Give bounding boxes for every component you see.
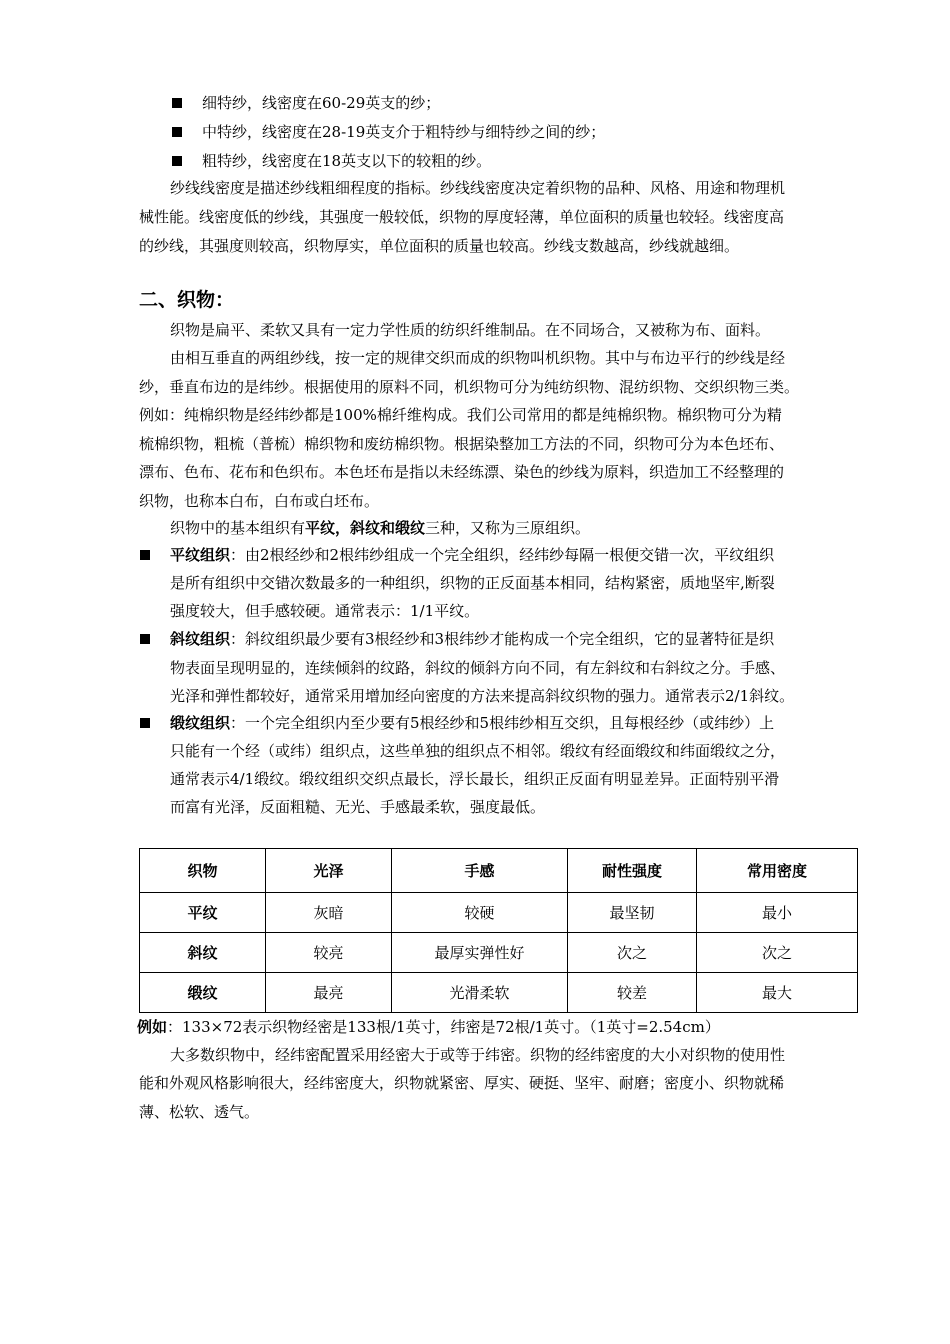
weave-text: ：一个完全组织内至少要有5根经纱和5根纬纱相互交织，且每根经纱（或纬纱）上 <box>230 714 775 732</box>
paragraph-line: 织物，也称本白布，白布或白坯布。 <box>139 492 380 510</box>
paragraph-line: 大多数织物中，经纬密配置采用经密大于或等于纬密。织物的经纬密度的大小对织物的使用性 <box>170 1046 786 1064</box>
table-header-cell: 耐性强度 <box>568 849 697 893</box>
weave-term: 缎纹组织 <box>170 714 231 732</box>
weave-term: 平纹组织 <box>170 546 231 564</box>
paragraph-line: 纱线线密度是描述纱线粗细程度的指标。纱线线密度决定着织物的品种、风格、用途和物理机 <box>170 179 786 197</box>
paragraph-line: 漂布、色布、花布和色织布。本色坯布是指以未经练漂、染色的纱线为原料，织造加工不经整理的 <box>139 463 785 481</box>
paragraph-line: 织物是扁平、柔软又具有一定力学性质的纺织纤维制品。在不同场合，又被称为布、面料。 <box>170 321 771 339</box>
bullet-square-icon <box>172 127 182 137</box>
section-heading: 二、织物： <box>139 289 235 311</box>
paragraph-line: 例如：纯棉织物是经纬纱都是100%棉纤维构成。我们公司常用的都是纯棉织物。棉织物可分为精 <box>139 406 782 424</box>
table-cell: 最亮 <box>266 973 392 1013</box>
table-header-cell: 常用密度 <box>697 849 858 893</box>
paragraph-line: 由相互垂直的两组纱线，按一定的规律交织而成的织物叫机织物。其中与布边平行的纱线是经 <box>170 349 786 367</box>
paragraph-line: 纱，垂直布边的是纬纱。根据使用的原料不同，机织物可分为纯纺织物、混纺织物、交织织物三类。 <box>139 378 800 396</box>
table-header-row <box>140 849 858 893</box>
bullet-square-icon <box>140 634 150 644</box>
paragraph-line: 能和外观风格影响很大，经纬密度大，织物就紧密、厚实、硬挺、坚牢、耐磨；密度小、织物就稀 <box>139 1074 785 1092</box>
paragraph-text: 织物中的基本组织有 <box>170 519 306 537</box>
bullet-item: 细特纱，线密度在60-29英支的纱； <box>202 94 441 112</box>
weave-item-line <box>170 629 774 649</box>
table-header-cell: 织物 <box>140 849 266 893</box>
bullet-square-icon <box>172 156 182 166</box>
weave-item-line: 物表面呈现明显的，连续倾斜的纹路，斜纹的倾斜方向不同，有左斜纹和右斜纹之分。手感、 <box>170 659 786 677</box>
weave-item-line: 只能有一个经（或纬）组织点，这些单独的组织点不相邻。缎纹有经面缎纹和纬面缎纹之分， <box>170 742 786 760</box>
table-row-label: 缎纹 <box>140 973 266 1013</box>
table-row-label: 平纹 <box>140 893 266 933</box>
table-cell: 最大 <box>697 973 858 1013</box>
weave-item-line: 而富有光泽，反面粗糙、无光、手感最柔软，强度最低。 <box>170 798 546 816</box>
bullet-square-icon <box>140 718 150 728</box>
paragraph-line: 梳棉织物，粗梳（普梳）棉织物和废纺棉织物。根据染整加工方法的不同，织物可分为本色坯布、 <box>139 435 785 453</box>
weave-text: ：斜纹组织最少要有3根经纱和3根纬纱才能构成一个完全组织，它的显著特征是织 <box>230 630 775 648</box>
table-cell: 最小 <box>697 893 858 933</box>
table-cell: 次之 <box>697 933 858 973</box>
weave-item-line: 通常表示4/1缎纹。缎纹组织交织点最长，浮长最长，组织正反面有明显差异。正面特别平滑 <box>170 770 780 788</box>
table-header-cell: 手感 <box>392 849 568 893</box>
table-row-label: 斜纹 <box>140 933 266 973</box>
bullet-square-icon <box>140 550 150 560</box>
paragraph-line <box>170 518 590 538</box>
weave-item-line <box>170 713 774 733</box>
weave-text: ：由2根经纱和2根纬纱组成一个完全组织，经纬纱每隔一根便交错一次，平纹组织 <box>230 546 775 564</box>
table-row <box>140 933 858 973</box>
weave-item-line: 强度较大，但手感较硬。通常表示：1/1平纹。 <box>170 602 480 620</box>
table-row <box>140 973 858 1013</box>
weave-item-line: 光泽和弹性都较好，通常采用增加经向密度的方法来提高斜纹织物的强力。通常表示2/1斜纹。 <box>170 687 795 705</box>
table-cell: 次之 <box>568 933 697 973</box>
table-header-cell: 光泽 <box>266 849 392 893</box>
table-row <box>140 893 858 933</box>
weave-item-line <box>170 545 774 565</box>
example-label: 例如 <box>137 1018 168 1036</box>
weave-item-line: 是所有组织中交错次数最多的一种组织，织物的正反面基本相同，结构紧密，质地坚牢,断裂 <box>170 574 775 592</box>
table-cell: 最厚实弹性好 <box>392 933 568 973</box>
table-cell: 较差 <box>568 973 697 1013</box>
table-cell: 灰暗 <box>266 893 392 933</box>
paragraph-line: 的纱线，其强度则较高，织物厚实，单位面积的质量也较高。纱线支数越高，纱线就越细。 <box>139 237 740 255</box>
paragraph-text: 三种，又称为三原组织。 <box>425 519 591 537</box>
paragraph-line: 薄、松软、透气。 <box>139 1103 260 1121</box>
bullet-item: 中特纱，线密度在28-19英支介于粗特纱与细特纱之间的纱； <box>202 123 606 141</box>
weave-term: 斜纹组织 <box>170 630 231 648</box>
example-line <box>137 1017 720 1037</box>
fabric-comparison-table <box>139 848 858 1013</box>
table-cell: 较亮 <box>266 933 392 973</box>
paragraph-line: 械性能。线密度低的纱线，其强度一般较低，织物的厚度轻薄，单位面积的质量也较轻。线密度高 <box>139 208 785 226</box>
bullet-square-icon <box>172 98 182 108</box>
example-text: ：133×72表示织物经密是133根/1英寸，纬密是72根/1英寸。（1英寸=2.54cm） <box>167 1018 720 1036</box>
table-cell: 最坚韧 <box>568 893 697 933</box>
bullet-item: 粗特纱，线密度在18英支以下的较粗的纱。 <box>202 152 492 170</box>
table-cell: 光滑柔软 <box>392 973 568 1013</box>
table-cell: 较硬 <box>392 893 568 933</box>
bold-term: 平纹，斜纹和缎纹 <box>305 519 426 537</box>
